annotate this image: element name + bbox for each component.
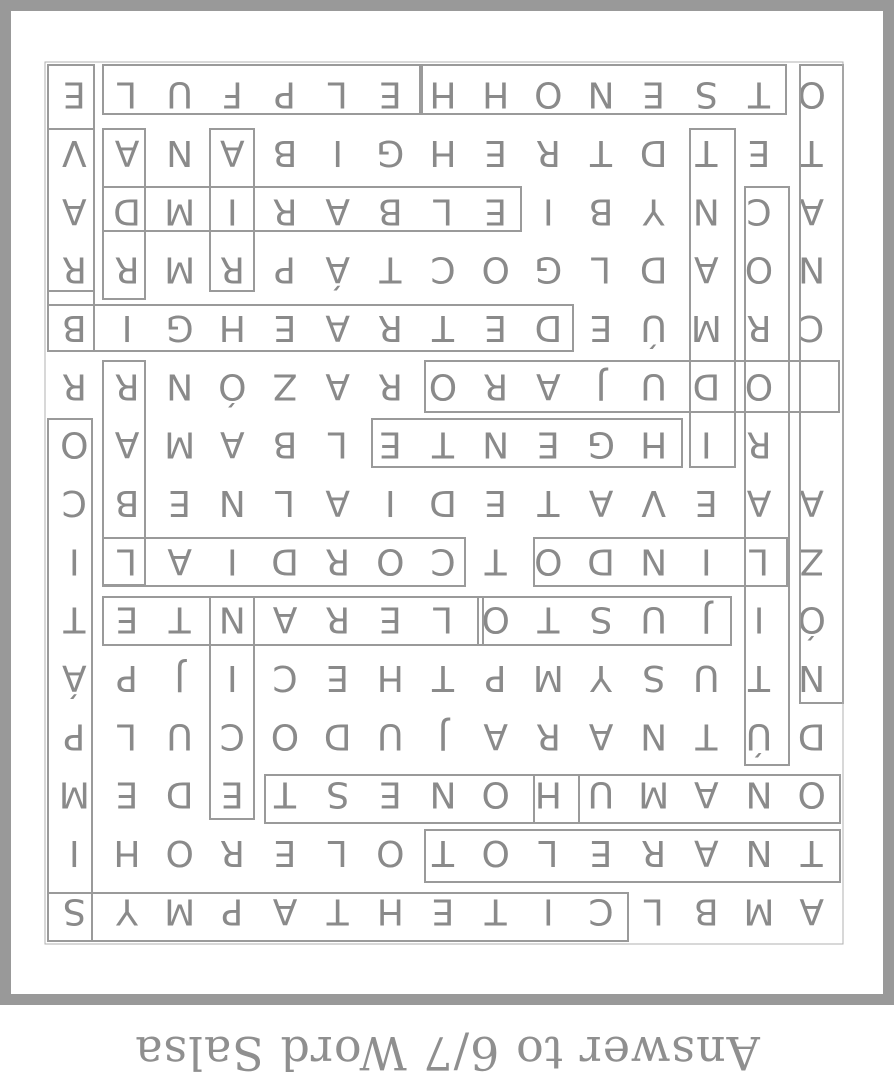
grid-letter: T xyxy=(537,482,560,523)
grid-letter: R xyxy=(377,307,403,348)
grid-letter: N xyxy=(745,832,773,873)
grid-letter: N xyxy=(640,540,668,582)
grid-letter: S xyxy=(326,773,350,815)
grid-letter: D xyxy=(692,365,721,407)
grid-letter: B xyxy=(114,482,140,523)
grid-letter: N xyxy=(218,482,246,523)
grid-letter: M xyxy=(690,307,722,348)
grid-letter: N xyxy=(798,657,826,698)
grid-letter: C xyxy=(61,482,87,523)
grid-letter: E xyxy=(378,423,402,465)
grid-letter: T xyxy=(695,132,718,173)
grid-letter: A xyxy=(588,482,614,523)
grid-letter: S xyxy=(694,73,718,115)
grid-letter: P xyxy=(274,73,296,115)
grid-letter: I xyxy=(227,190,238,232)
grid-letter: Ú xyxy=(745,715,773,757)
grid-letter: N xyxy=(166,365,194,407)
grid-letter: L xyxy=(274,482,296,523)
grid-letter: I xyxy=(227,540,238,582)
grid-letter: C xyxy=(272,657,298,698)
grid-letter: A xyxy=(62,190,87,232)
grid-letter: R xyxy=(535,132,561,173)
caption: Answer to 6/7 Word Salsa xyxy=(134,1026,760,1080)
grid-letter: E xyxy=(536,423,560,465)
grid-letter: L xyxy=(432,598,454,640)
grid-letter: L xyxy=(432,190,454,232)
grid-letter: S xyxy=(62,890,86,932)
grid-letter: A xyxy=(325,307,350,348)
grid-letter: T xyxy=(432,657,454,698)
grid-letter: N xyxy=(798,248,826,290)
grid-letter: J xyxy=(595,365,607,407)
grid-letter: T xyxy=(484,890,507,932)
answer-box xyxy=(103,65,420,114)
grid-letter: B xyxy=(377,190,403,232)
grid-letter: R xyxy=(114,248,140,290)
grid-letter: T xyxy=(484,540,507,582)
grid-letter: O xyxy=(60,423,89,465)
grid-letter: P xyxy=(274,248,296,290)
grid-letter: E xyxy=(115,598,139,640)
grid-letter: A xyxy=(799,890,824,932)
grid-letter: I xyxy=(385,482,396,523)
grid-letter: I xyxy=(701,423,712,465)
grid-letter: S xyxy=(642,657,666,698)
grid-letter: U xyxy=(640,365,667,407)
grid-letter: Z xyxy=(799,540,825,582)
grid-letter: M xyxy=(164,248,196,290)
grid-letter: G xyxy=(376,132,405,173)
grid-letter: C xyxy=(746,190,772,232)
grid-letter: R xyxy=(746,423,772,465)
grid-letter: R xyxy=(535,715,561,757)
grid-letter: L xyxy=(643,890,664,932)
grid-letter: E xyxy=(589,832,613,873)
grid-letter: O xyxy=(165,832,194,873)
grid-letter: V xyxy=(641,482,666,523)
grid-letter: D xyxy=(113,190,141,232)
grid-letter: R xyxy=(746,307,772,348)
grid-letter: O xyxy=(481,598,510,640)
grid-letter: E xyxy=(694,482,718,523)
grid-letter: Y xyxy=(590,657,612,698)
grid-letter: Z xyxy=(272,365,298,407)
grid-letter: T xyxy=(326,890,349,932)
grid-letter: Ú xyxy=(640,307,667,348)
grid-letter: T xyxy=(432,307,454,348)
grid-letter: L xyxy=(327,832,348,873)
grid-letter: O xyxy=(376,832,405,873)
grid-letter: O xyxy=(797,73,826,115)
grid-letter: O xyxy=(481,773,510,815)
grid-letter: E xyxy=(589,307,613,348)
grid-letter: D xyxy=(587,540,615,582)
grid-letter: R xyxy=(114,365,140,407)
grid-letter: A xyxy=(799,482,824,523)
grid-letter: E xyxy=(273,307,297,348)
grid-letter: H xyxy=(113,832,141,873)
grid-letter: C xyxy=(430,540,456,582)
grid-letter: O xyxy=(481,832,510,873)
grid-letter: I xyxy=(332,132,343,173)
grid-letter: A xyxy=(272,890,298,932)
grid-letter: E xyxy=(378,773,402,815)
grid-letter: L xyxy=(538,832,559,873)
grid-letter: H xyxy=(482,73,510,115)
grid-letter: L xyxy=(116,540,138,582)
grid-letter: N xyxy=(745,773,773,815)
grid-letter: P xyxy=(116,657,138,698)
grid-letter: A xyxy=(220,423,245,465)
grid-letter: B xyxy=(272,423,298,465)
grid-letter: E xyxy=(431,890,455,932)
grid-letter: M xyxy=(743,890,775,932)
grid-letter: Ó xyxy=(218,365,247,407)
grid-letter: O xyxy=(270,715,300,757)
grid-letter: H xyxy=(218,307,246,348)
grid-letter: O xyxy=(376,540,405,582)
grid-letter: E xyxy=(62,73,86,115)
grid-letter: A xyxy=(220,132,245,173)
grid-letter: D xyxy=(797,715,826,757)
grid-letter: S xyxy=(589,598,613,640)
grid-letter: O xyxy=(481,248,510,290)
grid-letter: L xyxy=(590,248,612,290)
grid-letter: A xyxy=(799,190,824,232)
grid-letter: E xyxy=(484,307,508,348)
grid-letter: H xyxy=(429,132,457,173)
grid-letter: E xyxy=(747,132,771,173)
grid-letter: T xyxy=(379,248,402,290)
grid-letter: L xyxy=(116,715,138,757)
grid-letter: E xyxy=(484,482,508,523)
grid-letter: A xyxy=(325,365,350,407)
grid-letter: Y xyxy=(642,190,665,232)
grid-letter: T xyxy=(590,132,612,173)
grid-letter: U xyxy=(166,715,193,757)
grid-letter: E xyxy=(484,190,508,232)
grid-letter: N xyxy=(482,423,510,465)
grid-letter: E xyxy=(168,482,192,523)
grid-letter: T xyxy=(537,598,560,640)
grid-letter: N xyxy=(429,773,457,815)
grid-letter: T xyxy=(63,598,86,640)
grid-letter: I xyxy=(543,890,554,932)
grid-letter: A xyxy=(483,715,508,757)
grid-letter: P xyxy=(63,715,86,757)
grid-letter: R xyxy=(61,248,87,290)
grid-letter: U xyxy=(693,657,720,698)
grid-letter: A xyxy=(588,715,614,757)
grid-letter: E xyxy=(378,73,402,115)
grid-letter: D xyxy=(323,715,352,757)
grid-letter: C xyxy=(430,248,456,290)
grid-letter: E xyxy=(273,832,297,873)
grid-letter: T xyxy=(748,657,770,698)
grid-letter: I xyxy=(227,657,238,698)
grid-letter: H xyxy=(376,657,404,698)
grid-letter: G xyxy=(534,248,563,290)
grid-letter: D xyxy=(429,482,457,523)
grid-letter: L xyxy=(116,73,138,115)
grid-letter: T xyxy=(800,132,823,173)
grid-letter: D xyxy=(639,248,668,290)
letters-group xyxy=(59,74,826,932)
grid-letter: H xyxy=(640,423,668,465)
grid-letter: A xyxy=(694,832,719,873)
grid-letter: E xyxy=(115,773,139,815)
grid-letter: I xyxy=(753,598,765,640)
grid-letter: B xyxy=(61,307,87,348)
grid-letter: O xyxy=(744,248,774,290)
grid-letter: C xyxy=(588,890,614,932)
grid-letter: R xyxy=(483,365,509,407)
grid-letter: O xyxy=(428,365,458,407)
grid-letter: T xyxy=(168,598,191,640)
grid-letter: N xyxy=(692,190,720,232)
grid-letter: M xyxy=(532,657,564,698)
grid-letter: N xyxy=(640,715,668,757)
grid-letter: M xyxy=(164,890,196,932)
grid-letter: G xyxy=(165,307,194,348)
grid-letter: O xyxy=(534,540,563,582)
grid-letter: A xyxy=(746,482,772,523)
grid-letter: R xyxy=(219,248,245,290)
grid-letter: C xyxy=(219,715,245,757)
grid-letter: R xyxy=(325,540,351,582)
grid-letter: H xyxy=(376,890,404,932)
grid-letter: B xyxy=(272,132,298,173)
grid-letter: M xyxy=(638,773,670,815)
grid-letter: I xyxy=(543,190,554,232)
grid-letter: U xyxy=(587,773,615,815)
grid-letter: R xyxy=(272,190,298,232)
grid-letter: Á xyxy=(325,248,350,290)
grid-letter: A xyxy=(272,598,298,640)
grid-letter: A xyxy=(694,773,719,815)
grid-letter: E xyxy=(326,657,350,698)
grid-letter: O xyxy=(744,365,774,407)
grid-letter: E xyxy=(484,132,508,173)
grid-letter: H xyxy=(534,773,562,815)
grid-letter: A xyxy=(325,482,350,523)
grid-letter: T xyxy=(274,773,296,815)
grid-letter: O xyxy=(797,773,826,815)
grid-letter: L xyxy=(748,540,770,582)
grid-letter: J xyxy=(174,657,185,698)
grid-letter: E xyxy=(642,73,666,115)
grid-letter: V xyxy=(62,132,87,173)
grid-letter: F xyxy=(221,73,243,115)
answer-box xyxy=(372,419,682,467)
grid-letter: L xyxy=(327,73,348,115)
grid-letter: G xyxy=(587,423,615,465)
grid-letter: U xyxy=(166,73,193,115)
grid-letter: M xyxy=(164,423,196,465)
grid-letter: E xyxy=(378,598,402,640)
grid-letter: A xyxy=(536,365,561,407)
grid-letter: T xyxy=(695,715,718,757)
grid-letter: Á xyxy=(62,657,87,698)
answer-box xyxy=(690,129,735,467)
grid-letter: B xyxy=(693,890,719,932)
grid-letter: R xyxy=(219,832,245,873)
grid-letter: L xyxy=(327,423,348,465)
grid-letter: Ó xyxy=(797,598,826,640)
grid-letter: N xyxy=(218,598,246,640)
grid-letter: T xyxy=(748,73,770,115)
grid-letter: J xyxy=(437,715,449,757)
grid-letter: M xyxy=(58,773,90,815)
grid-letter: D xyxy=(271,540,299,582)
grid-letter: O xyxy=(534,73,563,115)
grid-letter: U xyxy=(640,598,667,640)
grid-letter: D xyxy=(534,307,563,348)
grid-letter: P xyxy=(221,890,244,932)
grid-letter: N xyxy=(166,132,194,173)
grid-letter: C xyxy=(799,307,825,348)
grid-letter: T xyxy=(800,832,823,873)
grid-letter: D xyxy=(639,132,668,173)
grid-letter: R xyxy=(61,365,87,407)
grid-letter: I xyxy=(701,540,712,582)
grid-letter: P xyxy=(484,657,507,698)
grid-letter: D xyxy=(165,773,194,815)
grid-letter: B xyxy=(588,190,614,232)
grid-letter: H xyxy=(429,73,457,115)
grid-letter: R xyxy=(377,365,403,407)
grid-letter: A xyxy=(167,540,192,582)
grid-letter: J xyxy=(701,598,712,640)
grid-letter: M xyxy=(164,190,196,232)
grid-letter: A xyxy=(325,190,350,232)
grid-letter: A xyxy=(114,423,140,465)
grid-letter: I xyxy=(69,832,80,873)
grid-letter: U xyxy=(377,715,404,757)
grid-letter: A xyxy=(114,132,140,173)
grid-letter: E xyxy=(220,773,244,815)
grid-letter: N xyxy=(587,73,615,115)
grid-letter: T xyxy=(432,832,454,873)
grid-letter: A xyxy=(694,248,719,290)
grid-letter: R xyxy=(641,832,667,873)
grid-letter: T xyxy=(432,423,454,465)
grid-letter: Y xyxy=(116,890,138,932)
grid-letter: I xyxy=(69,540,80,582)
grid-letter: I xyxy=(121,307,133,348)
grid-letter: R xyxy=(325,598,351,640)
